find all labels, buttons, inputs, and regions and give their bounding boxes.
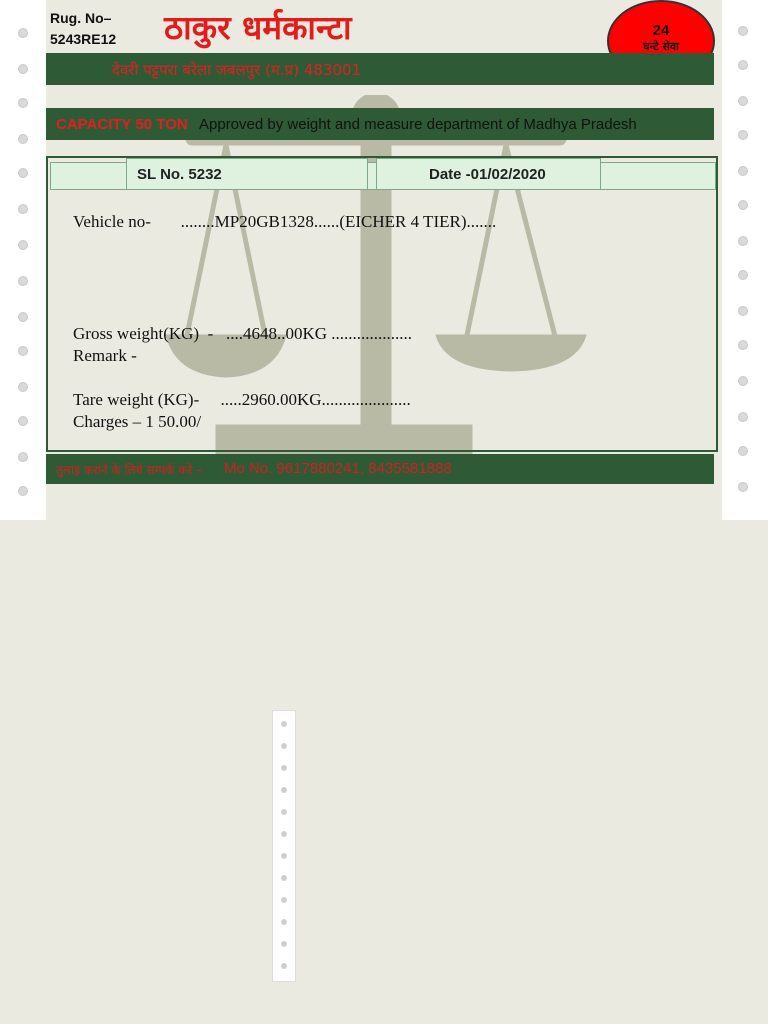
contact-band xyxy=(46,454,714,484)
slip-date: Date -01/02/2020 xyxy=(429,166,546,183)
contact-label: तुलाइ कराने के लिये सम्पर्क करे – xyxy=(56,463,203,477)
badge-hours: 24 xyxy=(652,22,670,39)
registration-number: Rug. No– 5243RE12 xyxy=(50,10,117,47)
remark: Remark - xyxy=(73,346,137,365)
serial-number: SL No. 5232 xyxy=(137,166,222,183)
approval-text: Approved by weight and measure department of Madhya Pradesh xyxy=(199,116,637,133)
vehicle-number: Vehicle no- ........MP20GB1328......(EICHER 4 TIER)....... xyxy=(73,212,497,231)
date-cell xyxy=(376,158,601,190)
tare-weight: Tare weight (KG)- .....2960.00KG..................... xyxy=(73,390,411,409)
badge-text: घन्टे सेवा xyxy=(643,40,679,53)
charges: Charges – 1 50.00/ xyxy=(73,412,202,431)
capacity-label: CAPACITY 50 TON xyxy=(56,116,188,133)
capacity-band xyxy=(46,108,714,140)
right-perforated-strip xyxy=(722,0,768,520)
weighbridge-receipt xyxy=(46,0,722,520)
address-band xyxy=(46,53,714,85)
left-perforated-strip xyxy=(0,0,46,520)
gross-weight: Gross weight(KG) - ....4648..00KG ................... xyxy=(73,324,413,343)
serial-number-cell xyxy=(126,158,368,190)
address-text: देवरी पट्टपरा बरेला जबलपुर (म.प्र) 483001 xyxy=(112,61,362,79)
business-title: ठाकुर धर्मकान्टा xyxy=(164,8,352,47)
contact-phones: Mo No. 9617880241, 8435581888 xyxy=(224,460,452,477)
perforated-strip-fragment xyxy=(272,710,296,982)
